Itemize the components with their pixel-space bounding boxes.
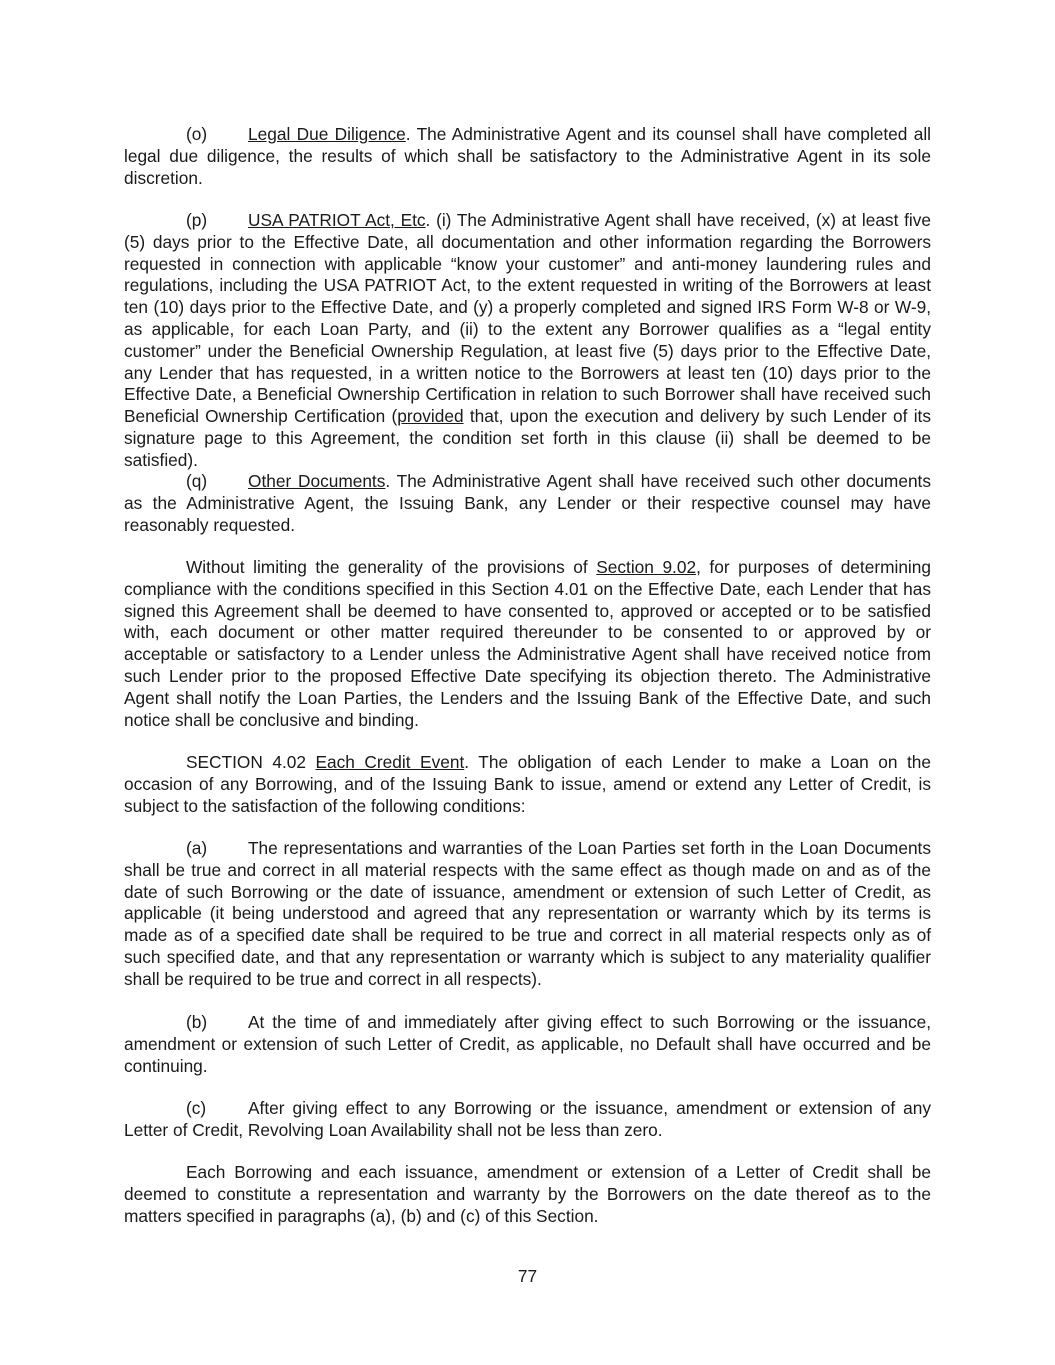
paragraph-b	[124, 1012, 931, 1077]
paragraph-a	[124, 838, 931, 991]
provided-term: provided	[397, 406, 464, 427]
paragraph-text-continued: that, upon the execution and delivery by such Lender of its signature page to this Agreement, the condition set forth in this clause (ii) shall be deemed to be satisfied).	[124, 406, 931, 470]
paragraph-heading: Other Documents	[248, 471, 386, 491]
paragraph-without-limiting	[124, 557, 931, 731]
paragraph-p	[124, 210, 931, 472]
section-label: SECTION 4.02	[186, 752, 316, 772]
paragraph-text: Each Borrowing and each issuance, amendment or extension of a Letter of Credit shall be deemed to constitute a representation and warranty by the Borrowers on the date thereof as to the matters specified in paragraphs (a), (b) and (c) of this Section.	[124, 1162, 931, 1226]
paragraph-label: (a)	[186, 838, 208, 858]
paragraph-text: At the time of and immediately after giving effect to such Borrowing or the issuance, amendment or extension of such Letter of Credit, as applicable, no Default shall have occurred and be continuing.	[124, 1012, 931, 1076]
page-number: 77	[517, 1266, 538, 1286]
paragraph-text: . The Administrative Agent shall have received such other documents as the Administrative Agent, the Issuing Bank, any Lender or their respective counsel may have reasonably requested.	[124, 471, 931, 535]
paragraph-heading: Legal Due Diligence	[248, 124, 406, 144]
paragraph-text-continued: , for purposes of determining compliance with the conditions specified in this Section 4.01 on the Effective Date, each Lender that has signed this Agreement shall be deemed to have consented to, approved or accepted or to be satisfied with, each document or other matter required thereunder to be consented to or approved by or acceptable or satisfactory to a Lender unless the Administrative Agent shall have received notice from such Lender prior to the proposed Effective Date specifying its objection thereto. The Administrative Agent shall notify the Loan Parties, the Lenders and the Issuing Bank of the Effective Date, and such notice shall be conclusive and binding.	[124, 557, 931, 730]
section-4-02	[124, 752, 931, 817]
paragraph-label: (c)	[186, 1098, 207, 1118]
paragraph-text: . The Administrative Agent and its counsel shall have completed all legal due diligence, the results of which shall be satisfactory to the Administrative Agent in its sole discretion.	[124, 124, 931, 188]
paragraph-each-borrowing	[124, 1162, 931, 1227]
paragraph-label: (b)	[186, 1012, 208, 1032]
paragraph-text: After giving effect to any Borrowing or the issuance, amendment or extension of any Letter of Credit, Revolving Loan Availability shall not be less than zero.	[124, 1098, 931, 1140]
paragraph-label: (p)	[186, 210, 208, 230]
section-reference: Section 9.02	[596, 557, 697, 577]
paragraph-label: (q)	[186, 471, 208, 491]
paragraph-o	[124, 124, 931, 189]
paragraph-q	[124, 471, 931, 536]
paragraph-c	[124, 1098, 931, 1142]
paragraph-label: (o)	[186, 124, 208, 144]
paragraph-text: Without limiting the generality of the provisions of	[186, 557, 597, 577]
section-heading: Each Credit Event	[315, 752, 465, 772]
paragraph-heading: USA PATRIOT Act, Etc	[248, 210, 426, 230]
paragraph-text: . (i) The Administrative Agent shall have received, (x) at least five (5) days prior to the Effective Date, all documentation and other information regarding the Borrowers requested in connection with applicable “know your customer” and anti-money laundering rules and regulations, including the USA PATRIOT Act, to the extent requested in writing of the Borrowers at least ten (10) days prior to the Effective Date, and (y) a properly completed and signed IRS Form W-8 or W-9, as applicable, for each Loan Party, and (ii) to the extent any Borrower qualifies as a “legal entity customer” under the Beneficial Ownership Regulation, at least five (5) days prior to the Effective Date, any Lender that has requested, in a written notice to the Borrowers at least ten (10) days prior to the Effective Date, a Beneficial Ownership Certification in relation to such Borrower shall have received such Beneficial Ownership Certification (	[124, 210, 931, 427]
paragraph-text: The representations and warranties of the Loan Parties set forth in the Loan Documents shall be true and correct in all material respects with the same effect as though made on and as of the date of such Borrowing or the date of issuance, amendment or extension of such Letter of Credit, as applicable (it being understood and agreed that any representation or warranty which by its terms is made as of a specified date shall be required to be true and correct in all material respects only as of such specified date, and that any representation or warranty which is subject to any materiality qualifier shall be required to be true and correct in all respects).	[124, 838, 931, 989]
section-text: . The obligation of each Lender to make a Loan on the occasion of any Borrowing, and of the Issuing Bank to issue, amend or extend any Letter of Credit, is subject to the satisfaction of the following conditions:	[124, 752, 932, 816]
